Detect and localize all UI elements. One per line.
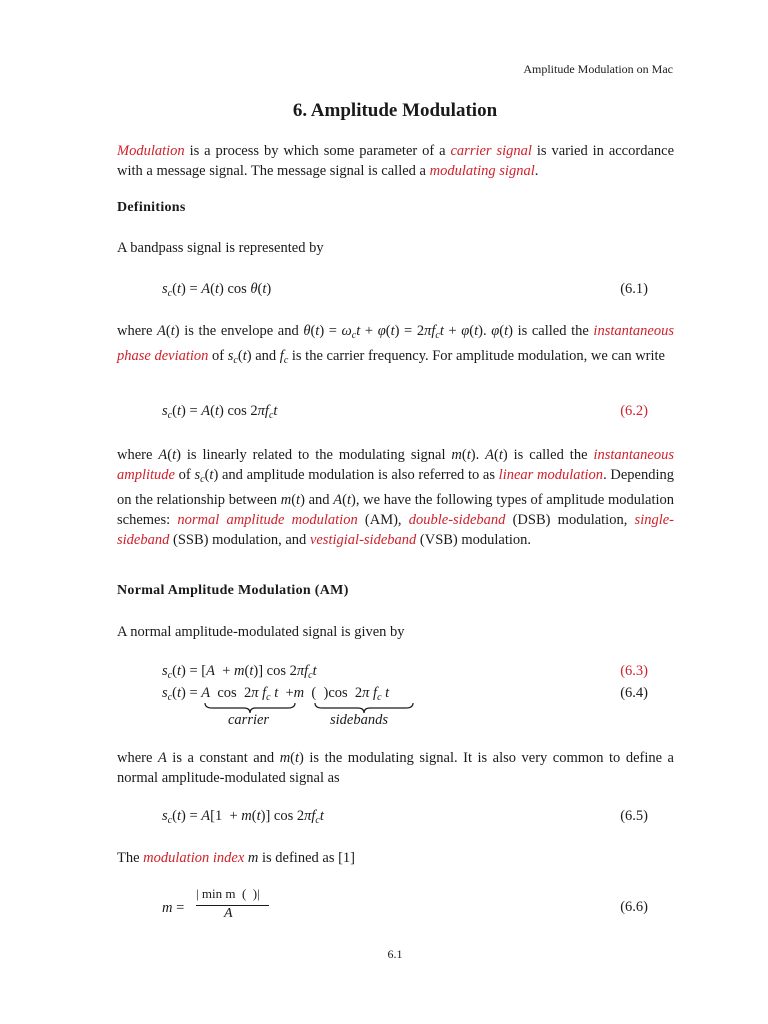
term-vestigial-sideband: vestigial-sideband [309, 532, 417, 548]
page-number: 6.1 [387, 947, 403, 961]
text: where [117, 750, 158, 766]
term-normal-amplitude-modulation: normal amplitude modulation [177, 512, 358, 528]
text: of [208, 348, 228, 364]
text: is defined as [1] [258, 850, 356, 866]
text: , we have the following types of amplitude modulation schemes: [117, 492, 675, 528]
equation-6-3: $s_c(t) = [A + m(t)]$ $\cos 2\pi f_ct$ [162, 663, 317, 681]
text: where [117, 323, 158, 339]
text: and [251, 348, 280, 364]
text: (DSB) modulation, [505, 512, 635, 528]
definitions-heading: Definitions [117, 200, 186, 215]
term-modulation: Modulation [117, 143, 185, 159]
term-single-sideband: single-sideband [117, 512, 675, 548]
text: is linearly related to the modulating signal [180, 447, 452, 463]
text: and amplitude modulation is also referred to as [218, 467, 499, 483]
paragraph-am-definition: where A is a constant and m(t) is the modulating signal. It is also very common to define a normal amplitude-modulated signal as [117, 750, 674, 786]
text: is varied in accordance with a message signal. The message signal is called a [117, 143, 675, 179]
term-double-sideband: double-sideband [408, 512, 506, 528]
paragraph-modulation-index: The modulation index m is defined as [1] [117, 850, 356, 866]
equation-number: (6.1) [620, 281, 648, 297]
text: is called the [512, 323, 594, 339]
equation-6-4: $s_c(t) = A$ cos 2π $f_c$ t +m ( )cos 2π $f_c$ t [162, 685, 390, 703]
fraction-denominator: A [224, 906, 233, 921]
equation-6-1: $s_c(t) = A(t)$ cos θ(t) [162, 281, 272, 299]
equation-number: (6.4) [620, 685, 648, 701]
text: and [304, 492, 334, 508]
equation-6-2: $s_c(t) = A(t)$ $\cos 2\pi f_ct$ [162, 403, 278, 421]
term-modulation-index: modulation index [143, 850, 245, 866]
text: is a process by which some parameter of a [184, 143, 451, 159]
text: of [175, 467, 195, 483]
paragraph-phase-deviation: where A(t) is the envelope and $\theta(t) = \omega_ct + \varphi(t) = 2\pi f_ct + \varphi(t)$. φ(t) is called the instantaneous phase deviation of $s_c(t)$ and $f_c$ is the carrier frequency. For amplitude modulation, we can write [117, 323, 674, 366]
text: is a constant and [166, 750, 280, 766]
equation-6-6: m = [162, 900, 185, 916]
equation-number: (6.5) [620, 808, 648, 824]
term-carrier-signal: carrier signal [450, 143, 532, 159]
text: (SSB) modulation, and [169, 532, 310, 548]
am-heading: Normal Amplitude Modulation (AM) [117, 583, 349, 598]
text: (AM), [357, 512, 409, 528]
text: . Depending on the relationship between [117, 467, 674, 508]
am-lead: A normal amplitude-modulated signal is given by [117, 624, 405, 640]
text: where [117, 447, 159, 463]
running-header: Amplitude Modulation on Mac [523, 62, 673, 76]
term-instantaneous-phase-deviation: instantaneous phase deviation [117, 323, 674, 364]
equation-number: (6.3) [620, 663, 648, 679]
intro-paragraph [117, 141, 674, 181]
text: is the envelope and [179, 323, 304, 339]
text: (VSB) modulation. [416, 532, 532, 548]
equation-6-5: $s_c(t) = A[1 + m(t)]$ $\cos 2\pi f_ct$ [162, 808, 324, 826]
text: is the modulating signal. It is also very common to define a normal amplitude-modulated signal as [117, 750, 674, 786]
term-modulating-signal: modulating signal [429, 163, 535, 179]
text: . [534, 163, 539, 179]
text: The [117, 850, 144, 866]
equation-number: (6.2) [620, 403, 648, 419]
paragraph-linear-modulation: where A(t) is linearly related to the modulating signal m(t). A(t) is called the instantaneous amplitude of $s_c(t)$ and amplitude modulation is also referred to as linear modulation. Depending on the relationship between m(t) and A(t), we have the following types of amplitude modulation schemes: normal amplitude modulation (AM), double-sideband (DSB) modulation, single-sideband (SSB) modulation, and vestigial-sideband (VSB) modulation. [117, 447, 675, 548]
fraction-numerator: | min m ( )| [196, 886, 260, 901]
sidebands-label: sidebands [330, 712, 388, 728]
carrier-label: carrier [228, 712, 270, 728]
definitions-lead: A bandpass signal is represented by [117, 240, 324, 256]
page-title: 6. Amplitude Modulation [292, 100, 498, 121]
text: is called the [507, 447, 594, 463]
term-linear-modulation: linear modulation [498, 467, 604, 483]
text: | min m [196, 886, 236, 901]
term-instantaneous-amplitude: instantaneous amplitude [117, 447, 674, 483]
equation-number: (6.6) [620, 899, 648, 915]
text: is the carrier frequency. For amplitude modulation, we can write [288, 348, 665, 364]
